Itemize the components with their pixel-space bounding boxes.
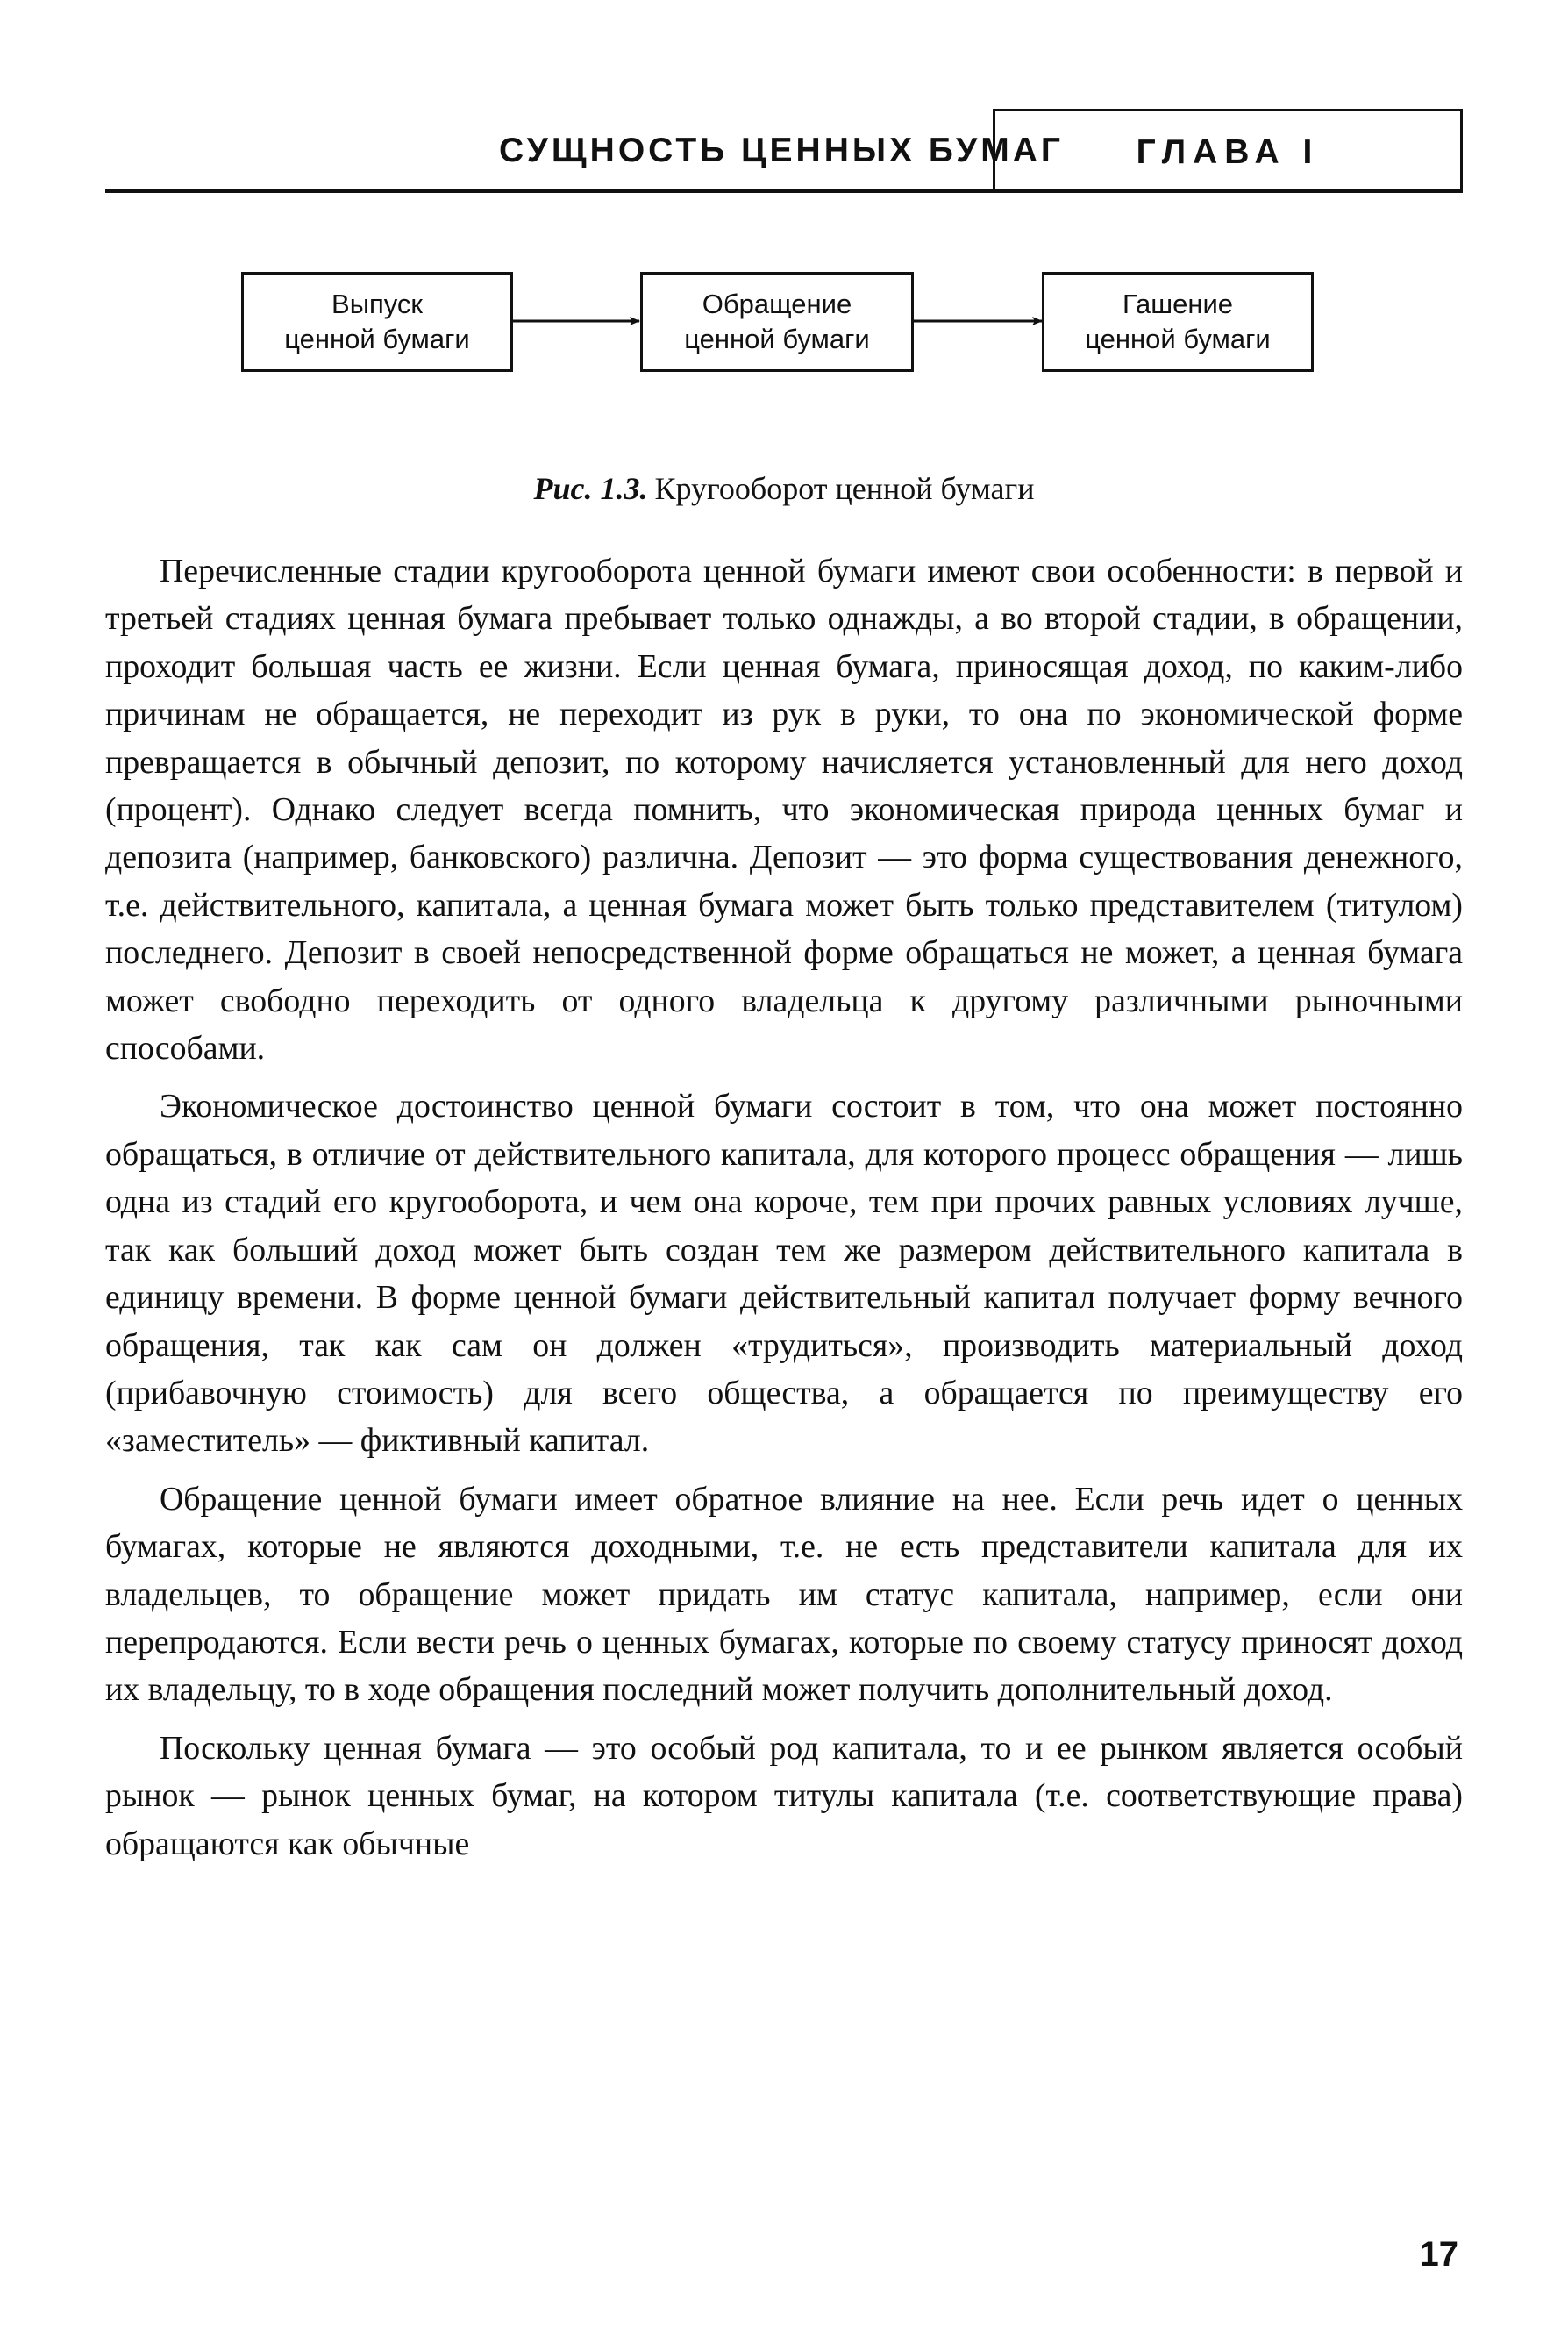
figure-caption-label: Рис. 1.3. [533, 471, 648, 506]
figure-caption-text: Кругооборот ценной бумаги [654, 471, 1035, 506]
stage-redemption-box [1042, 272, 1314, 372]
page-number: 17 [1419, 2235, 1458, 2274]
stage-redemption-line2: ценной бумаги [1085, 324, 1271, 354]
paragraph: Обращение ценной бумаги имеет обратное влияние на нее. Если речь идет о ценных бумагах, которые не являются доходными, т.е. не есть представители капитала для их владельцев, то обращение может придать им статус капитала, например, если они перепродаются. Если вести речь о ценных бумагах, которые по своему статусу приносят доход их владельцу, то в ходе обращения последний может получить дополнительный доход. [105, 1480, 1463, 1709]
stage-redemption-line1: Гашение [1122, 289, 1234, 319]
stage-issue-line1: Выпуск [331, 289, 423, 319]
paragraph: Поскольку ценная бумага — это особый род капитала, то и ее рынком является особый рынок — рынок ценных бумаг, на котором титулы капитала (т.е. соответствующие права) обращаются как обычные [105, 1729, 1463, 1862]
figure-caption [0, 470, 1568, 507]
paragraph: Экономическое достоинство ценной бумаги состоит в том, что она может постоянно обращаться, в отличие от действительного капитала, для которого процесс обращения — лишь одна из стадий его кругооборота, и чем она короче, тем при прочих равных условиях лучше, так как больший доход может быть создан тем же размером действительного капитала в единицу времени. В форме ценной бумаги действительный капитал получает форму вечного обращения, так как сам он должен «трудиться», производить материальный доход (прибавочную стоимость) для всего общества, а обращается по преимуществу его «заместитель» — фиктивный капитал. [105, 1088, 1463, 1460]
stage-circulation-line2: ценной бумаги [684, 324, 870, 354]
stage-circulation-box [640, 272, 914, 372]
chapter-label: ГЛАВА I [1136, 133, 1320, 171]
running-header-title: СУЩНОСТЬ ЦЕННЫХ БУМАГ [499, 132, 1064, 169]
body-text [105, 547, 1463, 1878]
paragraph: Перечисленные стадии кругооборота ценной бумаги имеют свои особенности: в первой и третьей стадиях ценная бумага пребывает только однажды, а во второй стадии, в обращении, проходит большая часть ее жизни. Если ценная бумага, приносящая доход, по каким-либо причинам не обращается, не переходит из рук в руки, то она по экономической форме превращается в обычный депозит, по которому начисляется установленный для него доход (процент). Однако следует всегда помнить, что экономическая природа ценных бумаг и депозита (например, банковского) различна. Депозит — это форма существования денежного, т.е. действительного, капитала, а ценная бумага может быть только представителем (титулом) последнего. Депозит в своей непосредственной форме обращаться не может, а ценная бумага может свободно переходить от одного владельца к другому различными рыночными способами. [105, 553, 1463, 1068]
stage-issue-line2: ценной бумаги [284, 324, 470, 354]
stage-issue-box [241, 272, 513, 372]
stage-circulation-line1: Обращение [702, 289, 852, 319]
